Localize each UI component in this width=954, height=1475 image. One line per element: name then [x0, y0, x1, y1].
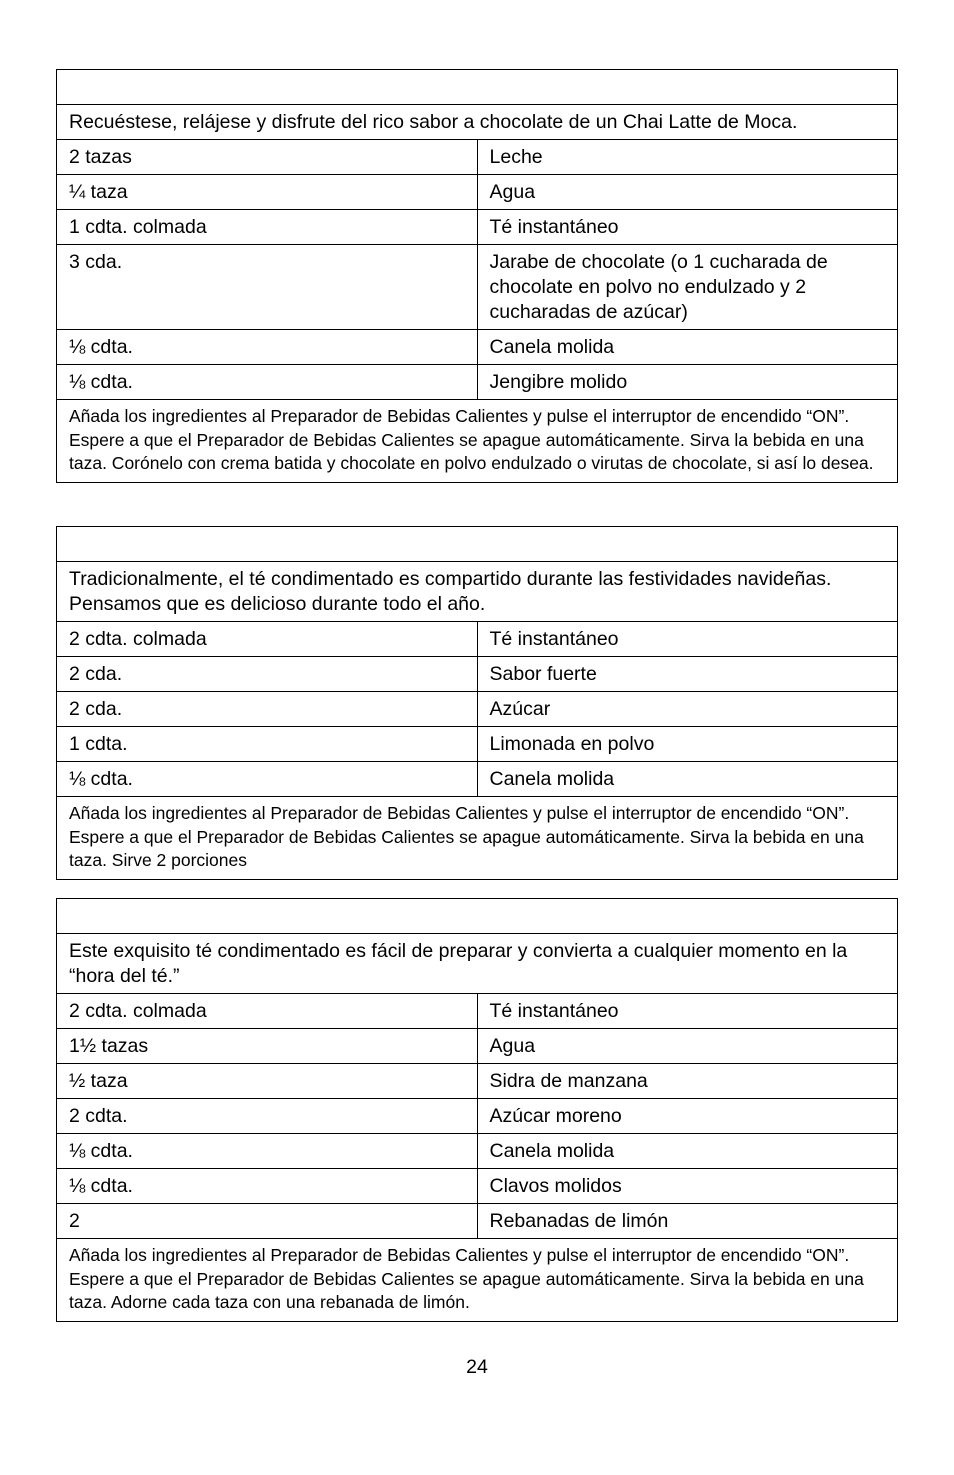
ingredient-row	[57, 1134, 898, 1169]
ingredient-name: Agua	[477, 175, 898, 210]
recipe-intro: Recuéstese, relájese y disfrute del rico sabor a chocolate de un Chai Latte de Moca.	[57, 105, 898, 140]
recipe-instructions: Añada los ingredientes al Preparador de Bebidas Calientes y pulse el interruptor de encendido “ON”. Espere a que el Preparador de Bebidas Calientes se apague automáticamente. Sirva la bebida en una taza. Corónelo con crema batida y chocolate en polvo endulzado o virutas de chocolate, si así lo desea.	[57, 400, 898, 483]
ingredient-quantity: 2 cda.	[57, 657, 478, 692]
ingredient-name: Sidra de manzana	[477, 1064, 898, 1099]
ingredient-row	[57, 622, 898, 657]
ingredient-name: Té instantáneo	[477, 622, 898, 657]
ingredient-name: Sabor fuerte	[477, 657, 898, 692]
ingredient-name: Limonada en polvo	[477, 727, 898, 762]
ingredient-quantity: 2 cdta.	[57, 1099, 478, 1134]
recipe-title-row	[57, 899, 898, 934]
ingredient-row	[57, 140, 898, 175]
recipe-table	[56, 898, 898, 1322]
recipe-table	[56, 69, 898, 483]
ingredient-row	[57, 994, 898, 1029]
ingredient-name: Jarabe de chocolate (o 1 cucharada de chocolate en polvo no endulzado y 2 cucharadas de azúcar)	[477, 245, 898, 330]
ingredient-quantity: 1 cdta. colmada	[57, 210, 478, 245]
ingredient-row	[57, 1064, 898, 1099]
ingredient-quantity: 1½ tazas	[57, 1029, 478, 1064]
recipe-intro-row	[57, 934, 898, 994]
ingredient-quantity: ⅛ cdta.	[57, 762, 478, 797]
recipe-intro-row	[57, 562, 898, 622]
ingredient-row	[57, 1029, 898, 1064]
ingredient-quantity: ¼ taza	[57, 175, 478, 210]
ingredient-row	[57, 657, 898, 692]
ingredient-row	[57, 692, 898, 727]
recipe-title	[57, 70, 898, 105]
ingredient-name: Canela molida	[477, 330, 898, 365]
ingredient-name: Canela molida	[477, 1134, 898, 1169]
ingredient-quantity: 2 cdta. colmada	[57, 622, 478, 657]
recipe-title	[57, 899, 898, 934]
ingredient-name: Té instantáneo	[477, 994, 898, 1029]
ingredient-row	[57, 210, 898, 245]
recipe-instructions-row	[57, 400, 898, 483]
ingredient-name: Azúcar	[477, 692, 898, 727]
recipe-instructions-row	[57, 1239, 898, 1322]
page-number: 24	[466, 1356, 488, 1378]
ingredient-quantity: ⅛ cdta.	[57, 365, 478, 400]
ingredient-name: Té instantáneo	[477, 210, 898, 245]
ingredient-row	[57, 1204, 898, 1239]
ingredient-row	[57, 175, 898, 210]
ingredient-row	[57, 245, 898, 330]
ingredient-quantity: ⅛ cdta.	[57, 1134, 478, 1169]
ingredient-quantity: 2	[57, 1204, 478, 1239]
recipe-instructions: Añada los ingredientes al Preparador de Bebidas Calientes y pulse el interruptor de encendido “ON”. Espere a que el Preparador de Bebidas Calientes se apague automáticamente. Sirva la bebida en una taza. Sirve 2 porciones	[57, 797, 898, 880]
ingredient-name: Rebanadas de limón	[477, 1204, 898, 1239]
ingredient-quantity: 2 tazas	[57, 140, 478, 175]
recipe-title	[57, 527, 898, 562]
ingredient-quantity: 2 cda.	[57, 692, 478, 727]
ingredient-quantity: ⅛ cdta.	[57, 1169, 478, 1204]
recipe-intro: Tradicionalmente, el té condimentado es compartido durante las festividades navideñas. Pensamos que es delicioso durante todo el año.	[57, 562, 898, 622]
ingredient-row	[57, 1169, 898, 1204]
recipe-title-row	[57, 527, 898, 562]
recipe-intro-row	[57, 105, 898, 140]
ingredient-name: Clavos molidos	[477, 1169, 898, 1204]
ingredient-name: Leche	[477, 140, 898, 175]
ingredient-quantity: ½ taza	[57, 1064, 478, 1099]
ingredient-row	[57, 1099, 898, 1134]
ingredient-name: Canela molida	[477, 762, 898, 797]
ingredient-quantity: 1 cdta.	[57, 727, 478, 762]
recipe-title-row	[57, 70, 898, 105]
ingredient-row	[57, 365, 898, 400]
recipe-intro: Este exquisito té condimentado es fácil de preparar y convierta a cualquier momento en la “hora del té.”	[57, 934, 898, 994]
ingredient-quantity: ⅛ cdta.	[57, 330, 478, 365]
ingredient-row	[57, 330, 898, 365]
ingredient-row	[57, 727, 898, 762]
ingredient-name: Azúcar moreno	[477, 1099, 898, 1134]
ingredient-name: Jengibre molido	[477, 365, 898, 400]
recipe-instructions-row	[57, 797, 898, 880]
recipe-table	[56, 526, 898, 880]
recipe-instructions: Añada los ingredientes al Preparador de Bebidas Calientes y pulse el interruptor de encendido “ON”. Espere a que el Preparador de Bebidas Calientes se apague automáticamente. Sirva la bebida en una taza. Adorne cada taza con una rebanada de limón.	[57, 1239, 898, 1322]
ingredient-quantity: 3 cda.	[57, 245, 478, 330]
ingredient-name: Agua	[477, 1029, 898, 1064]
ingredient-quantity: 2 cdta. colmada	[57, 994, 478, 1029]
ingredient-row	[57, 762, 898, 797]
